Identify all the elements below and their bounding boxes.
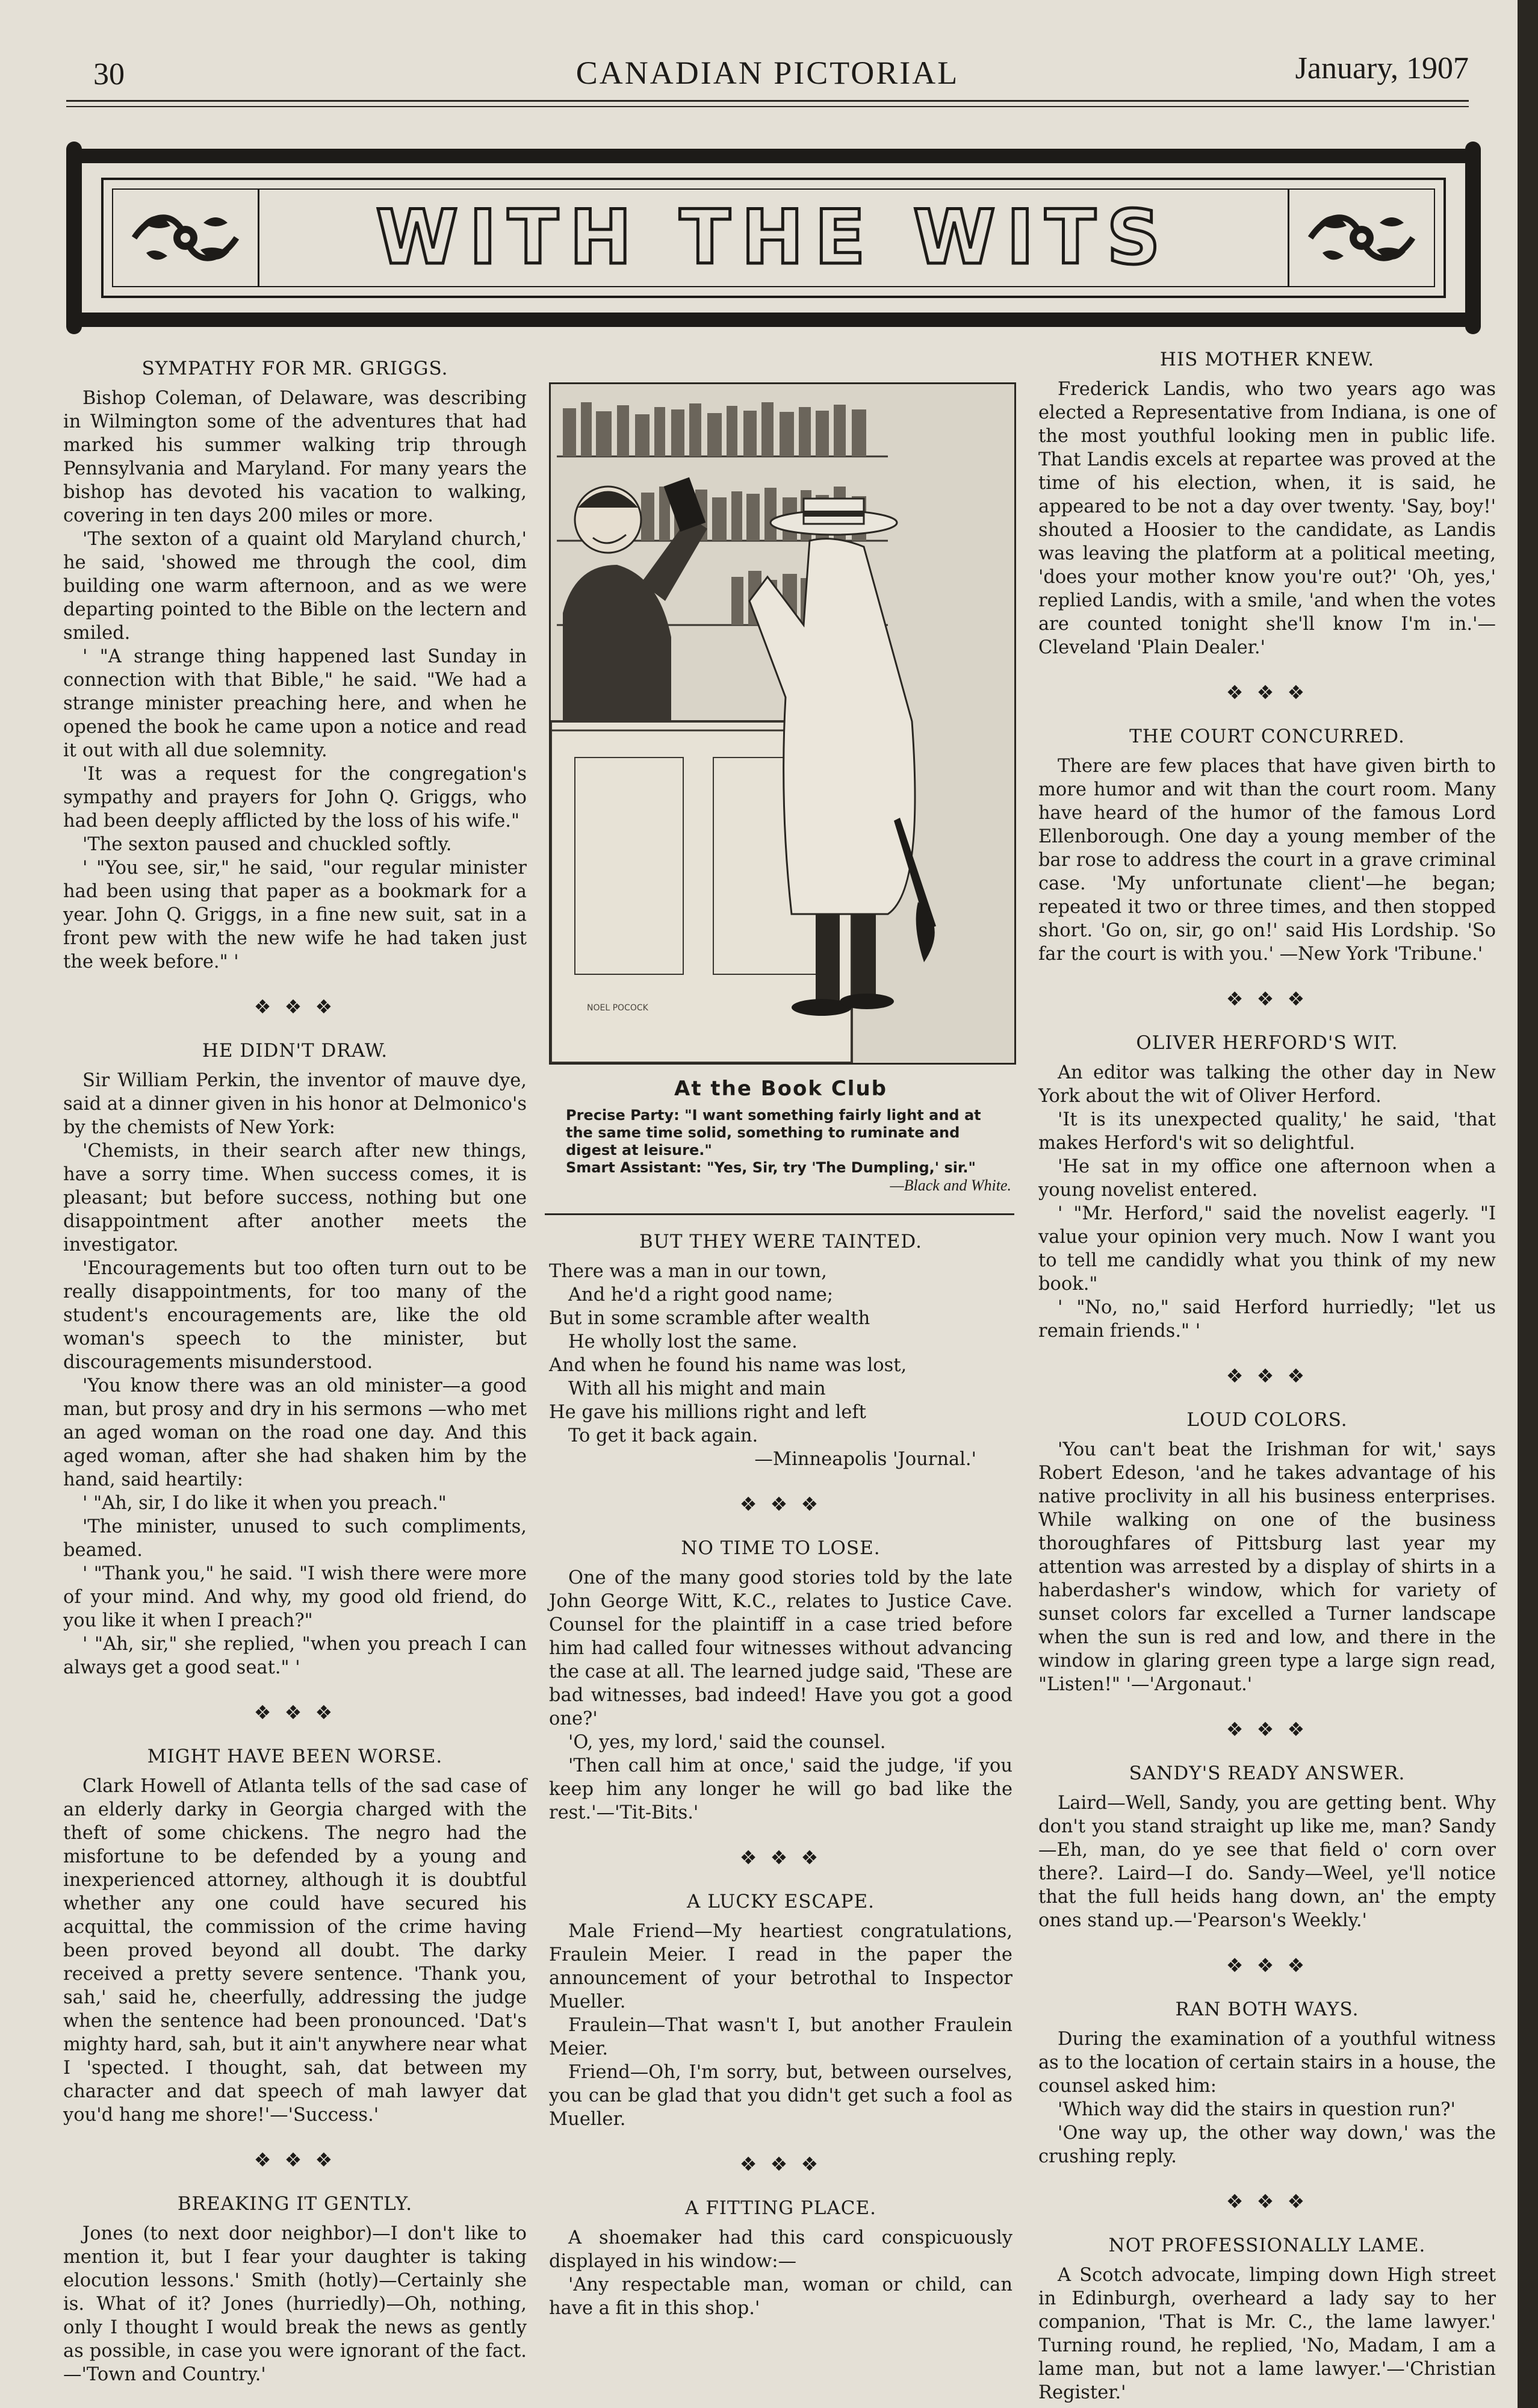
story-paragraph: ' "Ah, sir, I do like it when you preach."	[82, 1493, 447, 1514]
story-heading: NOT PROFESSIONALLY LAME.	[1108, 2235, 1426, 2256]
banner-frame	[101, 178, 1446, 298]
story-paragraph: During the examination of a youthful witness as to the location of certain stairs in a house, the counsel asked him:	[1038, 2029, 1496, 2097]
column-right	[1038, 343, 1496, 2404]
banner-post-left	[66, 142, 82, 334]
story-heading: A LUCKY ESCAPE.	[687, 1891, 875, 1912]
section-ornament: ❖ ❖ ❖	[253, 995, 336, 1018]
story-paragraph: ' "Ah, sir," she replied, "when you preach I can always get a good seat." '	[63, 1634, 527, 1678]
cartoon-caption	[566, 1107, 1011, 1194]
story-heading: NO TIME TO LOSE.	[681, 1537, 881, 1559]
section-ornament: ❖ ❖ ❖	[739, 1846, 822, 1869]
story-paragraph: A Scotch advocate, limping down High street in Edinburgh, overheard a lady say to her companion, 'That is Mr. C., the lame lawyer.' Turning round, he replied, 'No, Madam, I am a lame man, but not a lame lawyer.'—'Christian Register.'	[1038, 2265, 1496, 2403]
story-paragraph: Fraulein—That wasn't I, but another Fraulein Meier.	[549, 2015, 1012, 2059]
story-paragraph: ' "A strange thing happened last Sunday in connection with that Bible," he said. "We had a strange minister preaching here, and when he opened the book he came upon a notice and read it out with all due solemnity.	[63, 646, 527, 761]
poem-line: He gave his millions right and left	[549, 1402, 866, 1423]
poem-line: With all his might and main	[568, 1378, 826, 1399]
section-banner	[66, 142, 1481, 334]
banner-inner-frame	[112, 188, 1435, 287]
story-paragraph: ' "Thank you," he said. "I wish there were more of your mind. And why, my good old friend, do you like it when I preach?"	[63, 1563, 527, 1631]
story-heading: THE COURT CONCURRED.	[1129, 726, 1405, 747]
story-paragraph: An editor was talking the other day in New York about the wit of Oliver Herford.	[1038, 1062, 1496, 1107]
story-heading: SYMPATHY FOR MR. GRIGGS.	[141, 358, 448, 379]
story-paragraph: Male Friend—My heartiest congratulations, Fraulein Meier. I read in the paper the announcement of your betrothal to Inspector Mueller.	[549, 1921, 1012, 2012]
story-paragraph: One of the many good stories told by the late John George Witt, K.C., relates to Justice Cave. Counsel for the plaintiff in a case tried before him had called four witnesses without advancing the case at all. The learned judge said, 'These are bad witnesses, bad indeed! Have you got a good one?'	[549, 1567, 1012, 1729]
section-ornament: ❖ ❖ ❖	[1226, 2190, 1309, 2213]
story-paragraph: 'The minister, unused to such compliments, beamed.	[63, 1516, 527, 1561]
caption-line: Precise Party: "I want something fairly light and at the same time solid, something to ruminate and digest at leisure."	[566, 1107, 981, 1159]
magazine-title: CANADIAN PICTORIAL	[575, 55, 960, 91]
poem-line: There was a man in our town,	[549, 1261, 827, 1282]
banner-bar-top	[66, 149, 1481, 163]
section-ornament: ❖ ❖ ❖	[1226, 1364, 1309, 1387]
section-ornament: ❖ ❖ ❖	[253, 2148, 336, 2171]
story-paragraph: 'Which way did the stairs in question run?'	[1058, 2099, 1456, 2120]
cartoon-title: At the Book Club	[674, 1077, 887, 1101]
story-paragraph: Clark Howell of Atlanta tells of the sad case of an elderly darky in Georgia charged with the theft of some chickens. The negro had the misfortune to be defended by a young and inexperienced attorney, although it is doubtful whether any one could have secured his acquittal, the commission of the crime having been proved beyond all doubt. The darky received a pretty severe sentence. 'Thank you, sah,' said he, cheerfully, addressing the judge when the sentence had been pronounced. 'Dat's mighty hard, sah, but it ain't anywhere near what I 'spected. I thought, sah, dat between my character and dat speech of mah lawyer dat you'd hang me shore!'—'Success.'	[63, 1776, 527, 2126]
poem-line: But in some scramble after wealth	[549, 1308, 870, 1329]
header-rule	[66, 100, 1469, 102]
story-heading: BREAKING IT GENTLY.	[177, 2193, 413, 2215]
caption-credit: —Black and White.	[890, 1177, 1011, 1194]
poem-citation: —Minneapolis 'Journal.'	[754, 1449, 976, 1470]
section-ornament: ❖ ❖ ❖	[1226, 1954, 1309, 1977]
cartoon-illustration	[549, 382, 1016, 1065]
story-paragraph: 'O, yes, my lord,' said the counsel.	[568, 1732, 886, 1753]
story-heading: HE DIDN'T DRAW.	[202, 1040, 388, 1062]
poem-line: And when he found his name was lost,	[549, 1355, 907, 1376]
story-paragraph: ' "No, no," said Herford hurriedly; "let us remain friends." '	[1038, 1297, 1496, 1342]
section-ornament: ❖ ❖ ❖	[1226, 1718, 1309, 1741]
story-paragraph: 'Chemists, in their search after new things, have a sorry time. When success comes, it is pleasant; but before success, nothing but one disappointment after another meets the investigator.	[63, 1140, 527, 1255]
column-middle	[549, 1225, 1012, 2320]
story-heading: OLIVER HERFORD'S WIT.	[1136, 1032, 1398, 1054]
story-paragraph: Bishop Coleman, of Delaware, was describing in Wilmington some of the adventures that had marked his summer walking trip through Pennsylvania and Maryland. For many years the bishop has devoted his vacation to walking, covering in ten days 200 miles or more.	[63, 388, 527, 526]
story-heading: LOUD COLORS.	[1186, 1409, 1348, 1431]
page-edge	[1518, 0, 1538, 2408]
section-ornament: ❖ ❖ ❖	[1226, 988, 1309, 1010]
floral-ornament-icon	[113, 190, 259, 286]
story-paragraph: 'One way up, the other way down,' was the crushing reply.	[1038, 2123, 1496, 2167]
section-ornament: ❖ ❖ ❖	[739, 1493, 822, 1516]
caption-line: Smart Assistant: "Yes, Sir, try 'The Dumpling,' sir."	[566, 1159, 976, 1176]
story-paragraph: 'You can't beat the Irishman for wit,' says Robert Edeson, 'and he takes advantage of his native proclivity in all his business enterprises. While walking on one of the business thoroughfares of Pittsburg last year my attention was arrested by a display of shirts in a haberdasher's window, which for variety of sunset colors far excelled a Turner landscape when the sun is red and low, and there in the window in glaring green type a large sign read, "Listen!" '—'Argonaut.'	[1038, 1439, 1496, 1695]
section-ornament: ❖ ❖ ❖	[253, 1701, 336, 1724]
story-paragraph: Frederick Landis, who two years ago was elected a Representative from Indiana, is one of the most youthful looking men in public life. That Landis excels at repartee was proved at the time of his election, when, it is said, he appeared to be not a day over twenty. 'Say, boy!' shouted a Hoosier to the candidate, as Landis was leaving the platform at a political meeting, 'does your mother know you're out?' 'Oh, yes,' replied Landis, with a smile, 'and when the votes are counted tonight she'll know I'm in.'—Cleveland 'Plain Dealer.'	[1038, 379, 1496, 658]
story-heading: MIGHT HAVE BEEN WORSE.	[147, 1746, 443, 1767]
story-heading: SANDY'S READY ANSWER.	[1129, 1762, 1406, 1784]
story-paragraph: ' "Mr. Herford," said the novelist eagerly. "I value your opinion very much. Now I want you to tell me candidly what you think of my new book."	[1038, 1203, 1496, 1295]
story-heading: HIS MOTHER KNEW.	[1159, 349, 1375, 370]
caption-rule	[545, 1213, 1014, 1215]
issue-date: January, 1907	[1295, 51, 1469, 86]
story-paragraph: Jones (to next door neighbor)—I don't like to mention it, but I fear your daughter is taking elocution lessons.' Smith (hotly)—Certainly she is. What of it? Jones (hurriedly)—Oh, nothing, only I thought I would break the news as gently as possible, in case you were ignorant of the fact.—'Town and Country.'	[63, 2223, 527, 2385]
story-paragraph: Friend—Oh, I'm sorry, but, between ourselves, you can be glad that you didn't get such a fool as Mueller.	[549, 2062, 1012, 2130]
poem	[549, 1260, 1012, 1471]
story-paragraph: 'The sexton paused and chuckled softly.	[82, 834, 452, 855]
banner-bar-bottom	[66, 313, 1481, 327]
story-paragraph: 'The sexton of a quaint old Maryland church,' he said, 'showed me through the cool, dim building one warm afternoon, and as we were departing pointed to the Bible on the lectern and smiled.	[63, 529, 527, 644]
poem-line: And he'd a right good name;	[568, 1284, 834, 1305]
column-left	[63, 352, 527, 2386]
story-paragraph: Laird—Well, Sandy, you are getting bent. Why don't you stand straight up like me, man? Sandy—Eh, man, do ye see that field o' corn over there?. Laird—I do. Sandy—Weel, ye'll notice that the full heids hang down, an' the empty ones stand up.—'Pearson's Weekly.'	[1038, 1793, 1496, 1931]
artist-signature: NOEL POCOCK	[587, 1003, 648, 1013]
page-number: 30	[93, 57, 125, 92]
poem-line: He wholly lost the same.	[568, 1331, 798, 1352]
section-ornament: ❖ ❖ ❖	[1226, 681, 1309, 704]
story-paragraph: 'You know there was an old minister—a good man, but prosy and dry in his sermons —who met an aged woman on the road one day. And this aged woman, after she had shaken him by the hand, said heartily:	[63, 1375, 527, 1490]
running-header	[66, 47, 1469, 95]
story-heading: RAN BOTH WAYS.	[1175, 1999, 1359, 2020]
story-paragraph: 'He sat in my office one afternoon when a young novelist entered.	[1038, 1156, 1496, 1201]
header-rule-thin	[66, 106, 1469, 107]
banner-post-right	[1465, 142, 1481, 334]
story-paragraph: 'Then call him at once,' said the judge, 'if you keep him any longer he will go bad like the rest.'—'Tit-Bits.'	[549, 1755, 1012, 1823]
poem-line: To get it back again.	[568, 1425, 758, 1446]
story-paragraph: 'Encouragements but too often turn out to be really disappointments, for too many of the student's encouragements are, like the old woman's speech to the minister, but discouragements misunderstood.	[63, 1258, 527, 1373]
banner-title: WITH THE WITS	[376, 194, 1171, 281]
story-paragraph: 'It was a request for the congregation's sympathy and prayers for John Q. Griggs, who had been deeply afflicted by the loss of his wife."	[63, 764, 527, 832]
poem-heading: BUT THEY WERE TAINTED.	[639, 1231, 923, 1252]
section-ornament: ❖ ❖ ❖	[739, 2153, 822, 2176]
story-paragraph: 'Any respectable man, woman or child, can have a fit in this shop.'	[549, 2274, 1012, 2319]
floral-ornament-icon	[1288, 190, 1434, 286]
story-paragraph: There are few places that have given birth to more humor and wit than the court room. Many have heard of the humor of the famous Lord Ellenborough. One day a young member of the bar rose to address the court in a grave criminal case. 'My unfortunate client'—he began; repeated it two or three times, and then stopped short. 'Go on, sir, go on!' said His Lordship. 'So far the court is with you.' —New York 'Tribune.'	[1038, 756, 1496, 965]
story-heading: A FITTING PLACE.	[685, 2197, 876, 2219]
story-paragraph: A shoemaker had this card conspicuously displayed in his window:—	[549, 2227, 1012, 2272]
story-paragraph: ' "You see, sir," he said, "our regular minister had been using that paper as a bookmark for a year. John Q. Griggs, in a fine new suit, sat in a front pew with the new wife he had taken just the week before." '	[63, 857, 527, 972]
story-paragraph: 'It is its unexpected quality,' he said, 'that makes Herford's wit so delightful.	[1038, 1109, 1496, 1154]
story-paragraph: Sir William Perkin, the inventor of mauve dye, said at a dinner given in his honor at Delmonico's by the chemists of New York:	[63, 1070, 527, 1138]
